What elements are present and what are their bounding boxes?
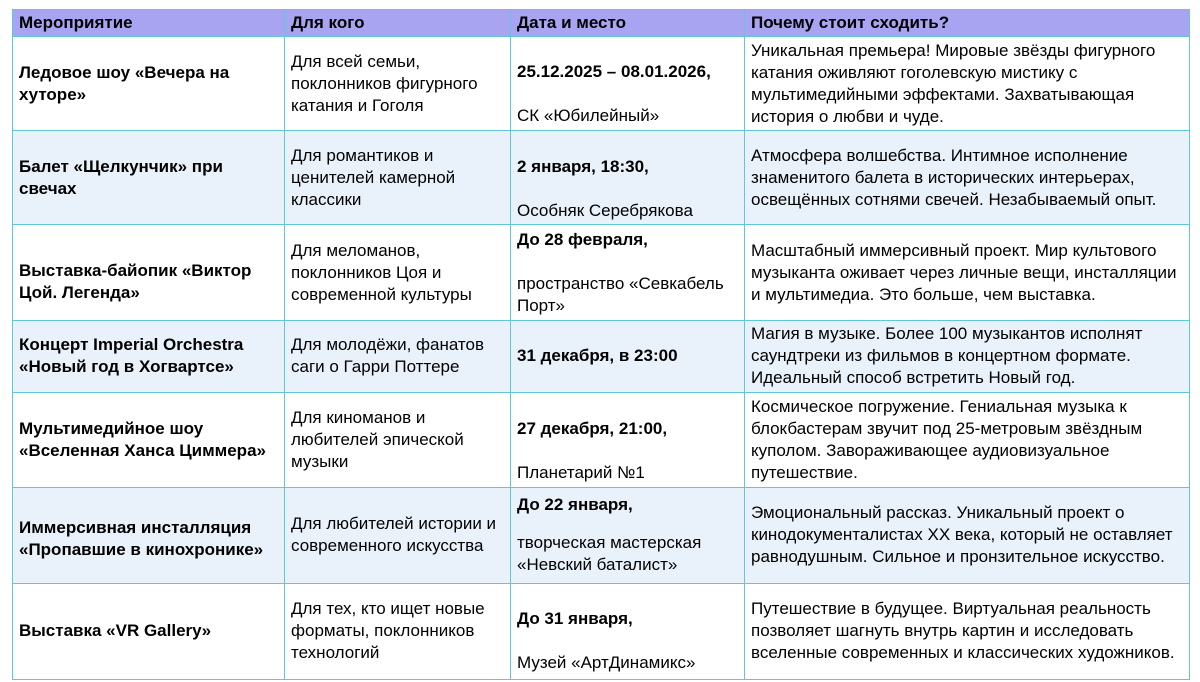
table-row [13, 225, 1190, 321]
event-name: Выставка-байопик «Виктор Цой. Легенда» [13, 225, 285, 321]
events-table [12, 9, 1190, 680]
event-audience: Для тех, кто ищет новые форматы, поклонников технологий [285, 583, 511, 679]
event-date-place [511, 37, 745, 131]
event-audience: Для молодёжи, фанатов саги о Гарри Поттере [285, 321, 511, 393]
event-place: Особняк Серебрякова [517, 200, 693, 220]
table-row [13, 392, 1190, 487]
event-why: Атмосфера волшебства. Интимное исполнение знаменитого балета в исторических интерьерах, освещённых сотнями свечей. Незабываемый опыт. [745, 131, 1190, 225]
event-date: 2 января, 18:30, [517, 156, 649, 176]
event-why: Магия в музыке. Более 100 музыкантов исполнят саундтреки из фильмов в концертном формате. Идеальный способ встретить Новый год. [745, 321, 1190, 393]
header-audience: Для кого [285, 10, 511, 37]
event-name: Ледовое шоу «Вечера на хуторе» [13, 37, 285, 131]
event-date: 27 декабря, 21:00, [517, 418, 668, 438]
event-date-place [511, 392, 745, 487]
table-row [13, 487, 1190, 583]
event-place: творческая мастерская «Невский баталист» [517, 533, 702, 575]
event-name: Мультимедийное шоу «Вселенная Ханса Циммера» [13, 392, 285, 487]
event-name: Иммерсивная инсталляция «Пропавшие в кинохронике» [13, 487, 285, 583]
event-why: Эмоциональный рассказ. Уникальный проект о кинодокументалистах XX века, который не оставляет равнодушным. Сильное и пронзительное искусство. [745, 487, 1190, 583]
header-date-place: Дата и место [511, 10, 745, 37]
event-date: 25.12.2025 – 08.01.2026, [517, 62, 711, 81]
event-name: Балет «Щелкунчик» при свечах [13, 131, 285, 225]
event-date-place [511, 225, 745, 321]
event-audience: Для меломанов, поклонников Цоя и современной культуры [285, 225, 511, 321]
event-place: Музей «АртДинамикс» [517, 653, 696, 673]
table-row [13, 131, 1190, 225]
header-event: Мероприятие [13, 10, 285, 37]
event-date: До 28 февраля, [517, 229, 648, 249]
event-place: Планетарий №1 [517, 462, 645, 482]
event-date-place [511, 487, 745, 583]
event-why: Масштабный иммерсивный проект. Мир культового музыканта оживает через личные вещи, инсталляции и мультимедиа. Это больше, чем выставка. [745, 225, 1190, 321]
event-place: СК «Юбилейный» [517, 106, 660, 125]
event-audience: Для всей семьи, поклонников фигурного катания и Гоголя [285, 37, 511, 131]
event-audience: Для романтиков и ценителей камерной классики [285, 131, 511, 225]
event-why: Космическое погружение. Гениальная музыка к блокбастерам звучит под 25-метровым звёздным куполом. Завораживающее аудиовизуальное путешествие. [745, 392, 1190, 487]
event-why: Уникальная премьера! Мировые звёзды фигурного катания оживляют гоголевскую мистику с мультимедийными эффектами. Захватывающая история о любви и чуде. [745, 37, 1190, 131]
event-audience: Для любителей истории и современного искусства [285, 487, 511, 583]
event-date-place [511, 131, 745, 225]
event-date-place [511, 583, 745, 679]
header-row [13, 10, 1190, 37]
event-place: пространство «Севкабель Порт» [517, 273, 724, 315]
event-date: До 22 января, [517, 495, 633, 515]
table-row [13, 583, 1190, 679]
table-row [13, 37, 1190, 131]
event-audience: Для киноманов и любителей эпической музыки [285, 392, 511, 487]
header-why: Почему стоит сходить? [745, 10, 1190, 37]
event-date-place [511, 321, 745, 393]
event-why: Путешествие в будущее. Виртуальная реальность позволяет шагнуть внутрь картин и исследовать вселенные современных и классических художников. [745, 583, 1190, 679]
event-name: Концерт Imperial Orchestra «Новый год в Хогвартсе» [13, 321, 285, 393]
event-date: 31 декабря, в 23:00 [517, 346, 678, 366]
event-date: До 31 января, [517, 609, 633, 629]
table-row [13, 321, 1190, 393]
event-name: Выставка «VR Gallery» [13, 583, 285, 679]
